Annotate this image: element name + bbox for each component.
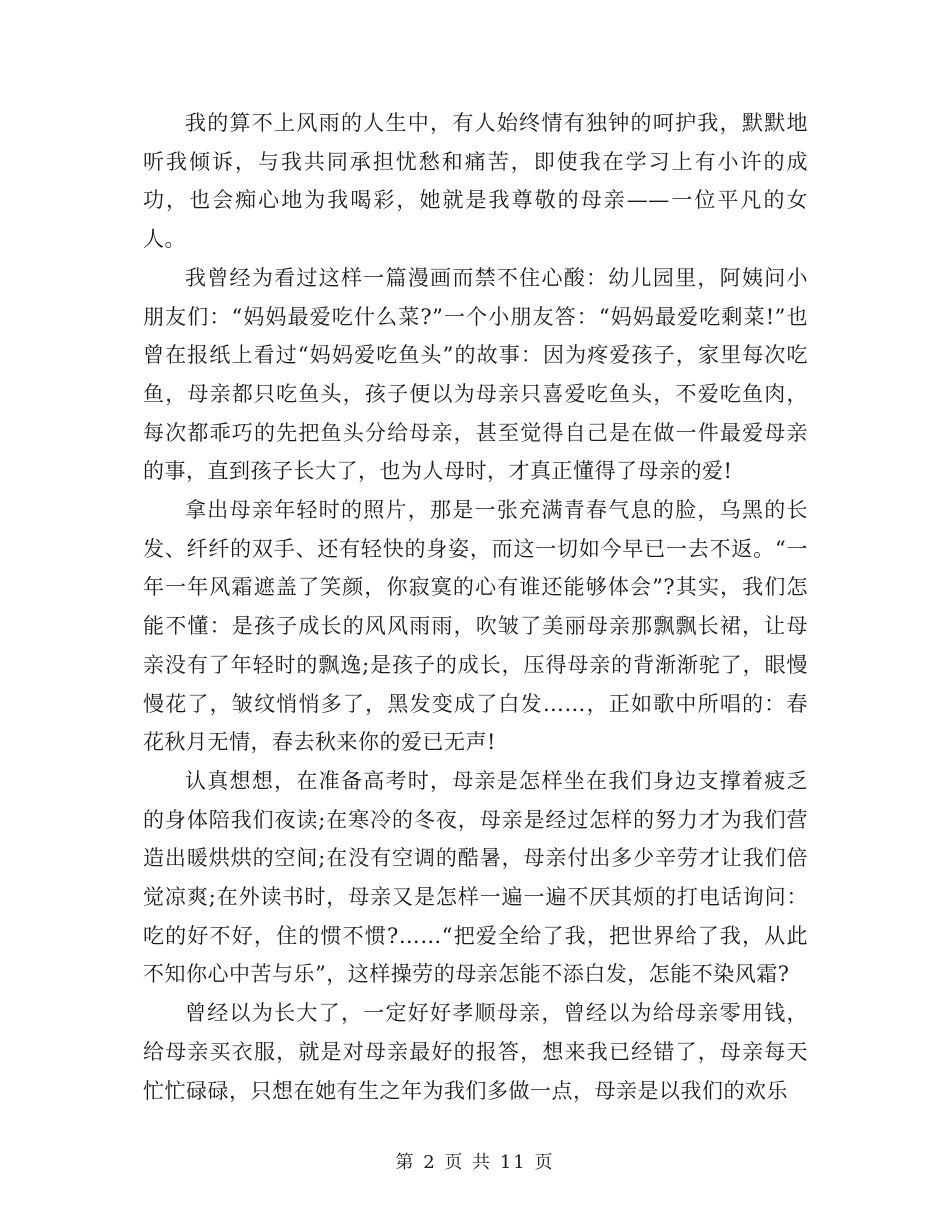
paragraph-3: 拿出母亲年轻时的照片，那是一张充满青春气息的脸，乌黑的长发、纤纤的双手、还有轻快的身姿，而这一切如今早已一去不返。“一年一年风霜遮盖了笑颜，你寂寞的心有谁还能够体会”?其实，我们怎能不懂：是孩子成长的风风雨雨，吹皱了美丽母亲那飘飘长裙，让母亲没有了年轻时的飘逸;是孩子的成长，压得母亲的背渐渐驼了，眼慢慢花了，皱纹悄悄多了，黑发变成了白发……，正如歌中所唱的：春花秋月无情，春去秋来你的爱已无声! — [143, 498, 808, 755]
page-footer — [0, 1148, 950, 1174]
paragraph-5: 曾经以为长大了，一定好好孝顺母亲，曾经以为给母亲零用钱，给母亲买衣服，就是对母亲最好的报答，想来我已经错了，母亲每天忙忙碌碌，只想在她有生之年为我们多做一点，母亲是以我们的欢乐 — [143, 1001, 808, 1103]
paragraph-1: 我的算不上风雨的人生中，有人始终情有独钟的呵护我，默默地听我倾诉，与我共同承担忧愁和痛苦，即使我在学习上有小许的成功，也会痴心地为我喝彩，她就是我尊敬的母亲——一位平凡的女人。 — [143, 111, 808, 252]
body-text — [143, 104, 808, 1110]
paragraph-2: 我曾经为看过这样一篇漫画而禁不住心酸：幼儿园里，阿姨问小朋友们：“妈妈最爱吃什么菜?”一个小朋友答：“妈妈最爱吃剩菜!”也曾在报纸上看过“妈妈爱吃鱼头”的故事：因为疼爱孩子，家里每次吃鱼，母亲都只吃鱼头，孩子便以为母亲只喜爱吃鱼头，不爱吃鱼肉，每次都乖巧的先把鱼头分给母亲，甚至觉得自己是在做一件最爱母亲的事，直到孩子长大了，也为人母时，才真正懂得了母亲的爱! — [143, 265, 808, 484]
paragraph-4: 认真想想，在准备高考时，母亲是怎样坐在我们身边支撑着疲乏的身体陪我们夜读;在寒冷的冬夜，母亲是经过怎样的努力才为我们营造出暖烘烘的空间;在没有空调的酷暑，母亲付出多少辛劳才让我们倍觉凉爽;在外读书时，母亲又是怎样一遍一遍不厌其烦的打电话询问：吃的好不好，住的惯不惯?……“把爱全给了我，把世界给了我，从此不知你心中苦与乐”，这样操劳的母亲怎能不添白发，怎能不染风霜? — [143, 768, 808, 987]
page-number: 第 2 页 共 11 页 — [395, 1152, 555, 1173]
